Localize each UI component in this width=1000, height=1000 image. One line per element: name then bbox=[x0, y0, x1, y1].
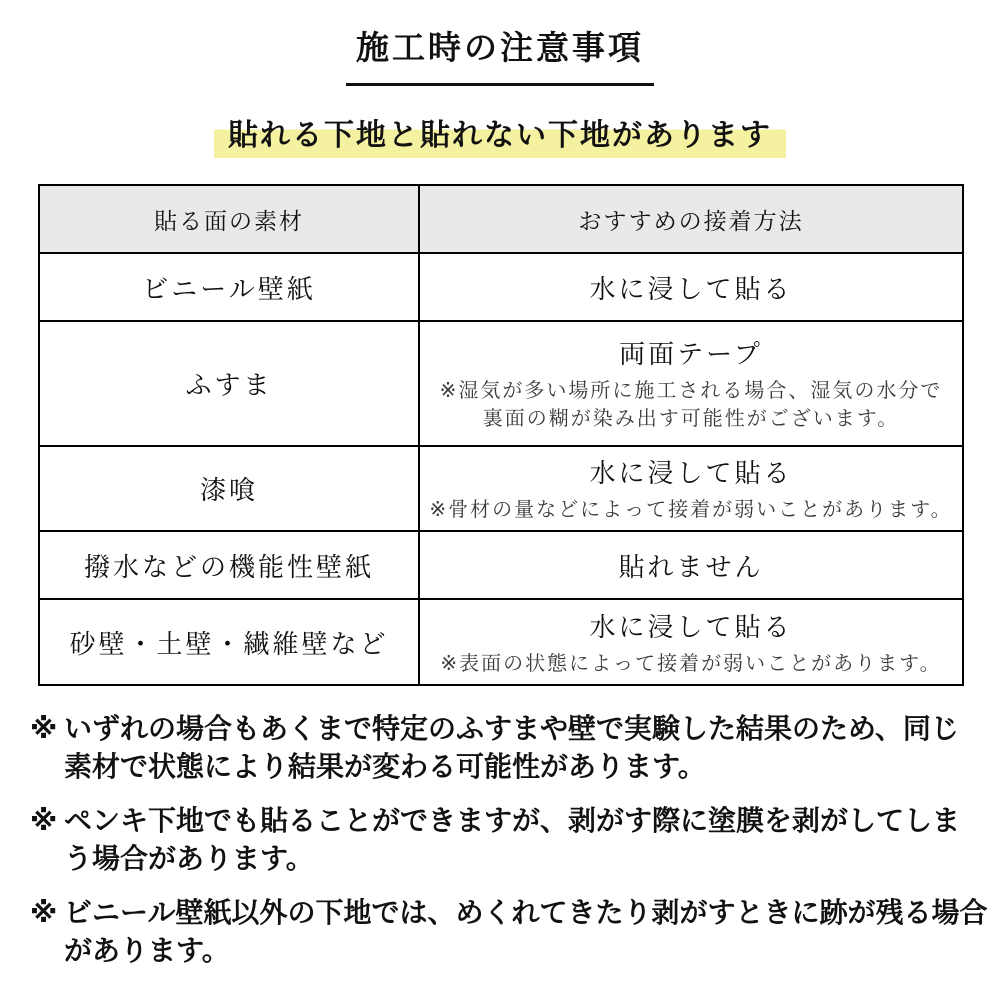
method-label: 水に浸して貼る bbox=[589, 458, 793, 488]
method-note-line: ※骨材の量などによって接着が弱いことがあります。 bbox=[429, 499, 953, 521]
method-note bbox=[420, 496, 962, 524]
cell-material bbox=[39, 531, 419, 599]
note-line: いずれの場合もあくまで特定のふすまや壁で実験した結果のため、同じ bbox=[64, 713, 959, 744]
cell-method bbox=[419, 321, 963, 446]
note-marker: ※ bbox=[30, 713, 58, 744]
note-line: があります。 bbox=[64, 935, 230, 966]
subtitle-section bbox=[0, 114, 1000, 158]
cell-method bbox=[419, 531, 963, 599]
note-text bbox=[64, 710, 970, 786]
method-note bbox=[420, 650, 962, 678]
footnote-paint-base bbox=[30, 802, 970, 878]
footnote-non-vinyl-base bbox=[30, 894, 988, 970]
method-label: 水に浸して貼る bbox=[589, 273, 793, 304]
method-note-line: ※湿気が多い場所に施工される場合、湿気の水分で bbox=[439, 380, 943, 402]
subtitle-highlight: 貼れる下地と貼れない下地があります bbox=[214, 114, 786, 158]
cell-material bbox=[39, 446, 419, 531]
note-text bbox=[64, 802, 970, 878]
cell-material bbox=[39, 321, 419, 446]
material-label: 撥水などの機能性壁紙 bbox=[83, 551, 374, 582]
table-row-functional-wallpaper bbox=[39, 531, 963, 599]
footnotes-section bbox=[30, 710, 988, 970]
table-row-fusuma bbox=[39, 321, 963, 446]
page-title: 施工時の注意事項 bbox=[346, 22, 654, 86]
note-line: 素材で状態により結果が変わる可能性があります。 bbox=[64, 751, 706, 782]
cell-method bbox=[419, 253, 963, 321]
note-marker: ※ bbox=[30, 897, 58, 928]
header-cell-material: 貼る面の素材 bbox=[39, 185, 419, 253]
method-label: 水に浸して貼る bbox=[589, 611, 793, 642]
cell-method bbox=[419, 446, 963, 531]
cell-material bbox=[39, 253, 419, 321]
note-line: ペンキ下地でも貼ることができますが、剥がす際に塗膜を剥がしてしま bbox=[64, 805, 961, 836]
title-section bbox=[0, 0, 1000, 86]
method-note bbox=[420, 377, 962, 433]
note-text bbox=[64, 894, 987, 970]
footnote-experiment-results bbox=[30, 710, 970, 786]
cell-material bbox=[39, 599, 419, 685]
note-line: う場合があります。 bbox=[64, 843, 314, 874]
method-label: 貼れません bbox=[618, 551, 764, 582]
adhesion-method-table bbox=[38, 184, 964, 686]
method-note-line: ※表面の状態によって接着が弱いことがあります。 bbox=[440, 652, 942, 675]
table-row-vinyl-wallpaper bbox=[39, 253, 963, 321]
cell-method bbox=[419, 599, 963, 685]
method-note-line: 裏面の糊が染み出す可能性がございます。 bbox=[482, 408, 900, 430]
table-row-plaster bbox=[39, 446, 963, 531]
table-row-sand-wall bbox=[39, 599, 963, 685]
header-cell-method: おすすめの接着方法 bbox=[419, 185, 963, 253]
note-line: ビニール壁紙以外の下地では、めくれてきたり剥がすときに跡が残る場合 bbox=[64, 897, 988, 928]
material-label: ふすま bbox=[185, 370, 273, 400]
table-header-row bbox=[39, 185, 963, 253]
material-label: ビニール壁紙 bbox=[142, 273, 316, 304]
method-label: 両面テープ bbox=[619, 339, 763, 369]
material-label: 漆喰 bbox=[199, 475, 258, 505]
material-label: 砂壁・土壁・繊維壁など bbox=[69, 628, 389, 659]
note-marker: ※ bbox=[30, 805, 58, 836]
